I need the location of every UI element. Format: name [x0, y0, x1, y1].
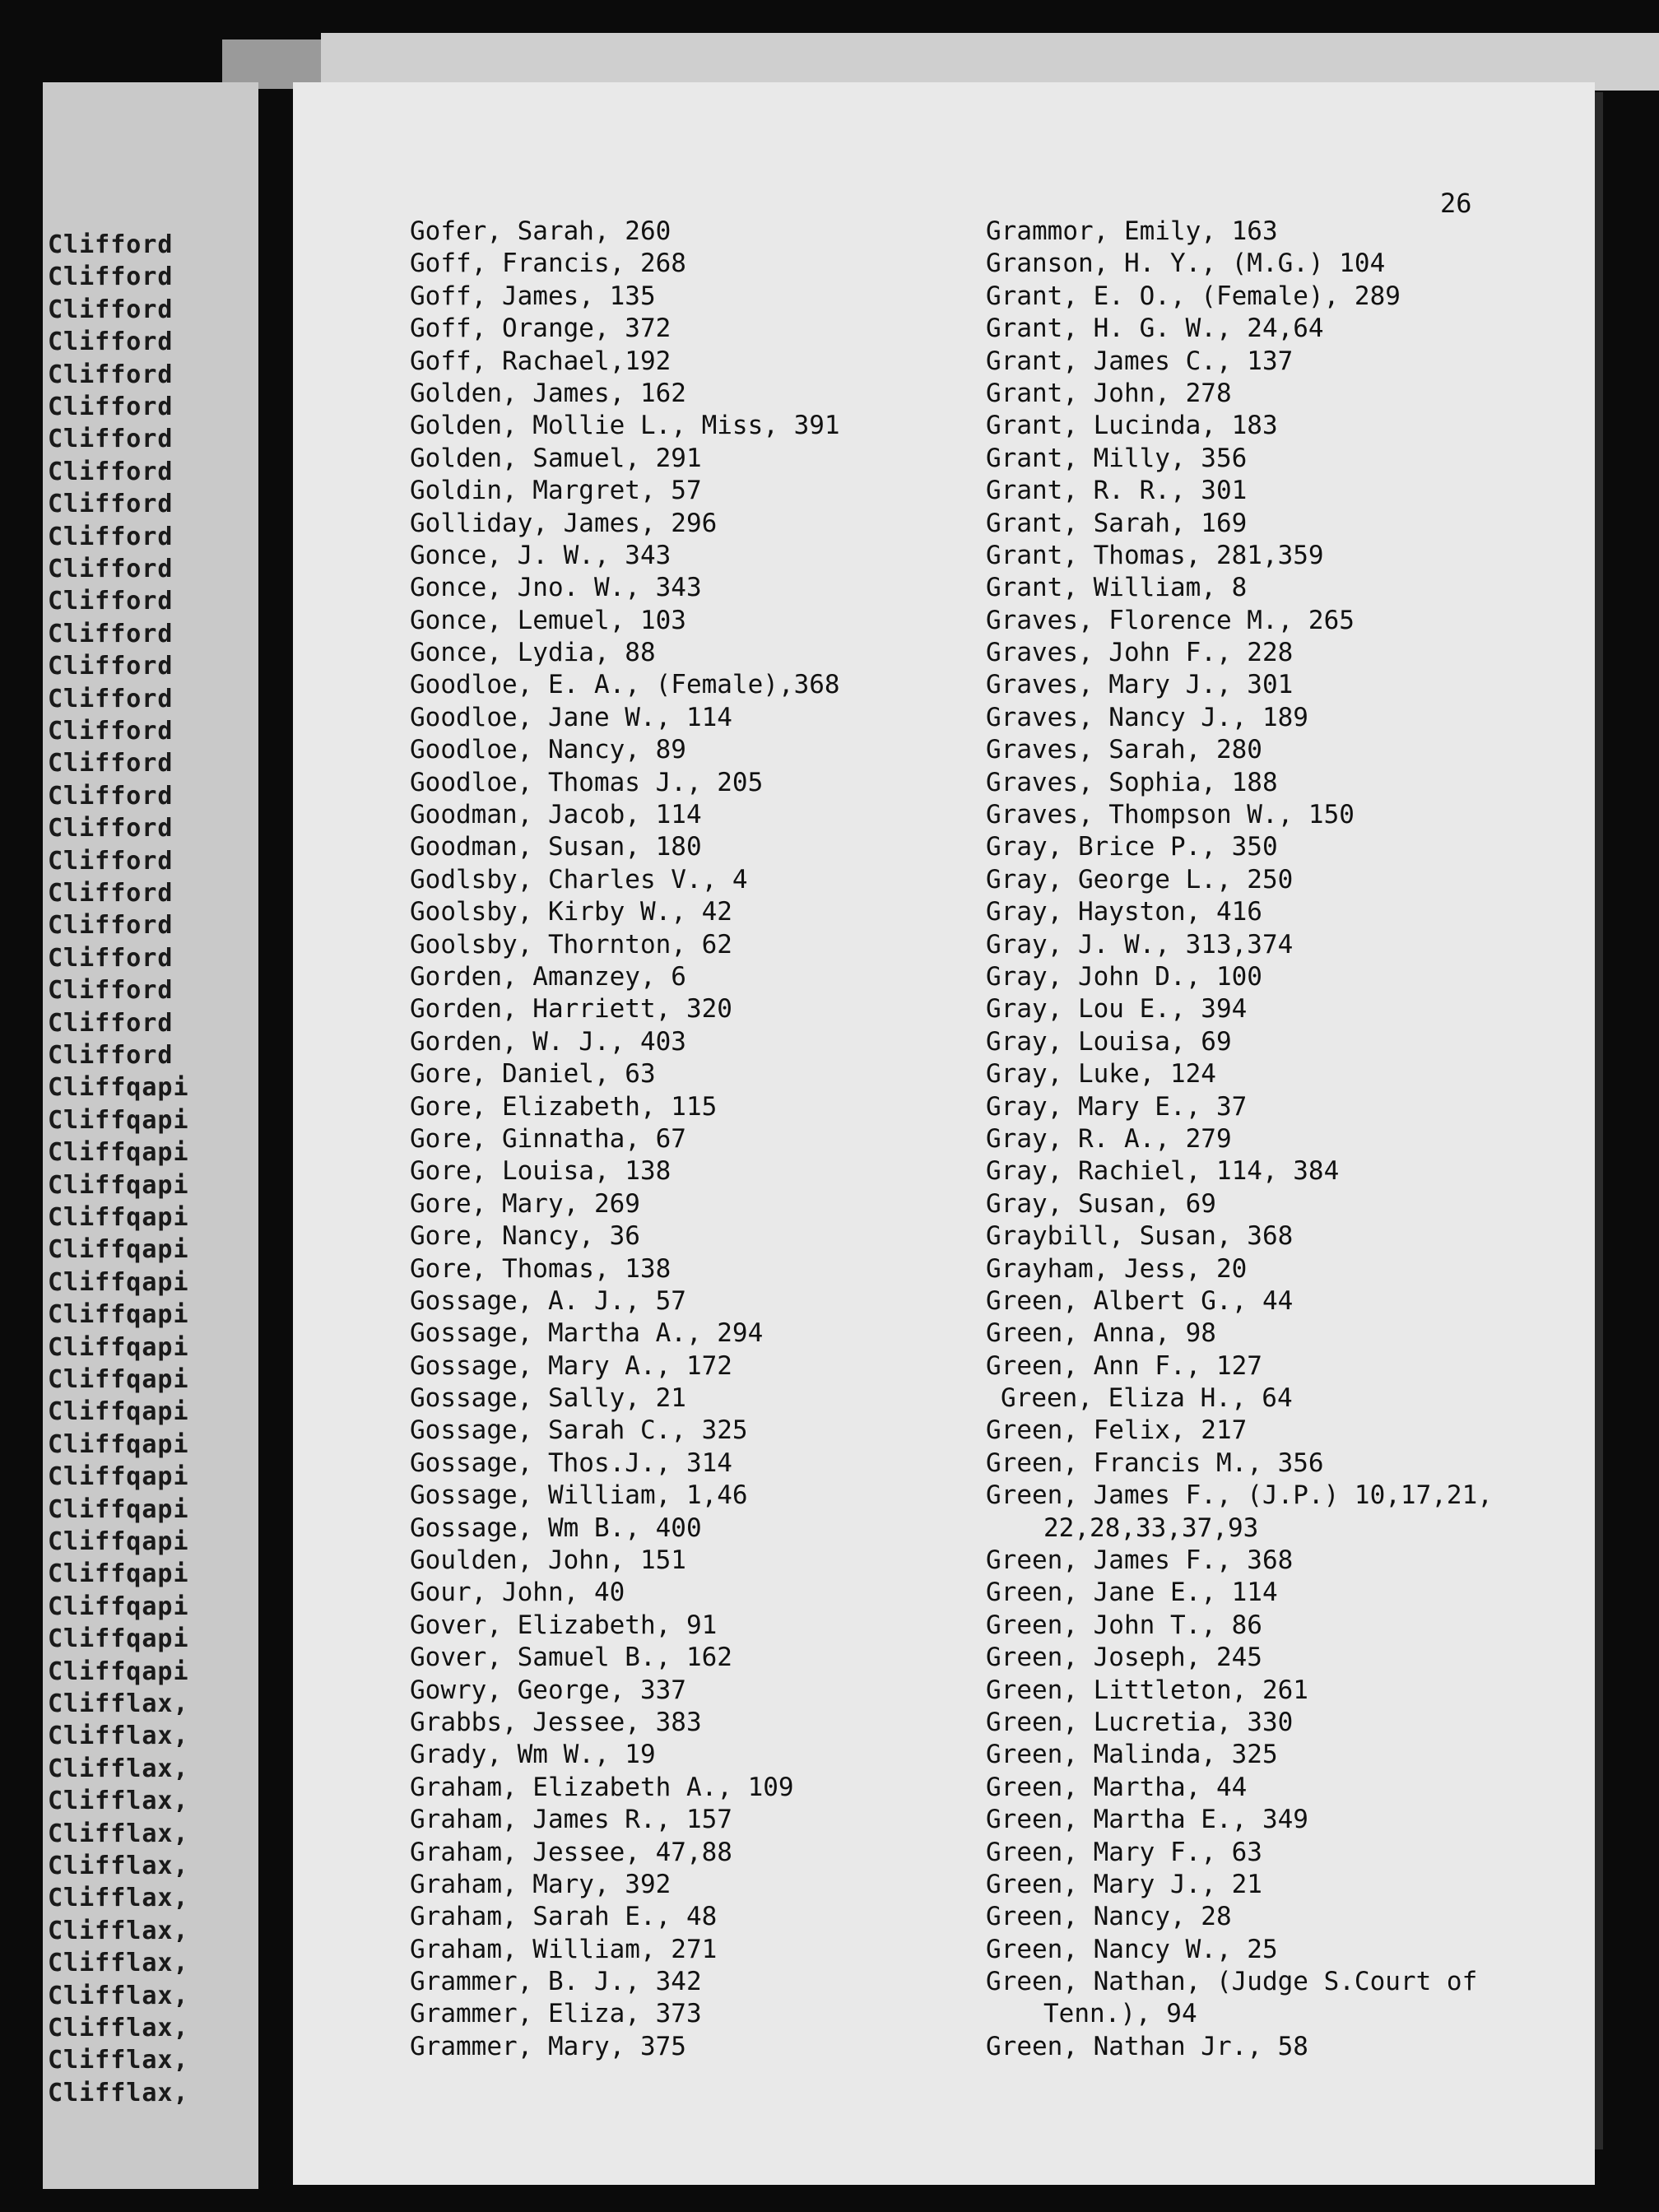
index-entry: Gossage, Sarah C., 325: [410, 1415, 748, 1446]
index-entry: Gonce, Jno. W., 343: [410, 573, 702, 603]
side-tab-mark: Cliffqapi: [48, 1138, 189, 1168]
index-entry: Gray, Susan, 69: [986, 1188, 1216, 1219]
index-entry: Graves, Florence M., 265: [986, 605, 1355, 635]
index-entry: Green, Littleton, 261: [986, 1675, 1308, 1705]
side-tab-mark: Clifflax,: [48, 1722, 189, 1751]
side-tab-mark: Clifford: [48, 230, 174, 259]
side-tab-mark: Clifford: [48, 749, 174, 778]
index-entry: Graves, Sarah, 280: [986, 735, 1262, 765]
index-entry: Gofer, Sarah, 260: [410, 216, 672, 246]
index-entry: Gray, Luke, 124: [986, 1059, 1216, 1090]
index-entry: Green, James F., 368: [986, 1545, 1294, 1576]
side-tab-mark: Clifflax,: [48, 1689, 189, 1718]
index-entry: Green, John T., 86: [986, 1610, 1262, 1640]
index-entry: Graves, Sophia, 188: [986, 767, 1278, 797]
index-entry: Gonce, Lemuel, 103: [410, 605, 686, 635]
index-entry: Goff, James, 135: [410, 281, 656, 311]
side-tab-mark: Cliffqapi: [48, 1592, 189, 1621]
side-tab-mark: Clifford: [48, 457, 174, 486]
index-entry: Gossage, A. J., 57: [410, 1285, 686, 1316]
index-entry: Goldin, Margret, 57: [410, 476, 702, 506]
side-tab-mark: Clifford: [48, 684, 174, 713]
side-tab-mark: Clifford: [48, 943, 174, 973]
side-tab-mark: Clifford: [48, 328, 174, 357]
side-tab-mark: Cliffqapi: [48, 1105, 189, 1135]
index-entry: Green, Mary F., 63: [986, 1837, 1262, 1867]
side-tab-mark: Clifford: [48, 619, 174, 648]
index-entry: Green, Eliza H., 64: [1001, 1383, 1293, 1414]
index-entry: Grant, H. G. W., 24,64: [986, 314, 1324, 344]
side-tab-mark: Clifford: [48, 781, 174, 811]
side-tab-mark: Clifford: [48, 393, 174, 421]
side-tab-mark: Cliffqapi: [48, 1429, 189, 1459]
index-entry: Graham, Mary, 392: [410, 1869, 672, 1899]
side-tab-mark: Clifflax,: [48, 2046, 189, 2075]
index-entry: Grady, Wm W., 19: [410, 1740, 656, 1770]
index-entry: Grant, E. O., (Female), 289: [986, 281, 1401, 311]
index-entry: Grayham, Jess, 20: [986, 1253, 1248, 1284]
index-entry: Graves, Thompson W., 150: [986, 800, 1355, 830]
index-entry: Gray, Rachiel, 114, 384: [986, 1156, 1340, 1187]
index-entry: Graham, Elizabeth A., 109: [410, 1772, 794, 1802]
side-tab-mark: Cliffqapi: [48, 1365, 189, 1394]
index-entry: Green, Francis M., 356: [986, 1448, 1324, 1478]
index-entry: Gonce, Lydia, 88: [410, 638, 656, 668]
index-entry: Green, Ann F., 127: [986, 1350, 1262, 1381]
side-tab-mark: Clifflax,: [48, 1884, 189, 1913]
index-entry: Grant, James C., 137: [986, 346, 1294, 376]
index-entry: Goodman, Susan, 180: [410, 832, 702, 862]
index-entry: Graves, John F., 228: [986, 638, 1294, 668]
index-entry: Gossage, Thos.J., 314: [410, 1448, 732, 1478]
index-entry: Gray, Lou E., 394: [986, 994, 1248, 1025]
index-entry: Graham, William, 271: [410, 1934, 718, 1964]
index-entry: Gover, Elizabeth, 91: [410, 1610, 718, 1640]
side-tab-mark: Cliffqapi: [48, 1235, 189, 1265]
page-edge: [1595, 92, 1603, 2149]
side-tab-mark: Cliffqapi: [48, 1462, 189, 1492]
index-entry: Grant, R. R., 301: [986, 476, 1248, 506]
index-entry: Goodloe, Jane W., 114: [410, 702, 732, 732]
index-entry: Graham, James R., 157: [410, 1805, 732, 1835]
index-entry: Gorden, Amanzey, 6: [410, 961, 686, 992]
side-tab-mark: Clifford: [48, 814, 174, 843]
side-tab-mark: Clifflax,: [48, 1852, 189, 1880]
index-entry: Goodman, Jacob, 114: [410, 800, 702, 830]
index-entry: Green, Nancy W., 25: [986, 1934, 1278, 1964]
side-tab-mark: Cliffqapi: [48, 1267, 189, 1297]
side-tab-mark: Cliffqapi: [48, 1559, 189, 1589]
side-tab-mark: Clifflax,: [48, 2078, 189, 2107]
side-tab-mark: Clifford: [48, 976, 174, 1006]
side-tab-mark: Cliffqapi: [48, 1494, 189, 1524]
side-tab-mark: Clifford: [48, 717, 174, 746]
index-entry: Gore, Elizabeth, 115: [410, 1091, 718, 1122]
index-entry: Goff, Orange, 372: [410, 314, 672, 344]
side-tab-mark: Clifford: [48, 263, 174, 292]
index-entry: Grant, William, 8: [986, 573, 1248, 603]
index-entry: Goolsby, Thornton, 62: [410, 929, 732, 960]
index-entry: Gorden, Harriett, 320: [410, 994, 732, 1025]
side-tab-mark: Cliffqapi: [48, 1624, 189, 1654]
side-tab-mark: Clifford: [48, 555, 174, 583]
index-entry-continuation: Tenn.), 94: [1043, 1999, 1197, 2029]
index-column-left: [410, 216, 840, 2063]
side-tab-mark: Clifford: [48, 652, 174, 681]
index-entry: Green, Nathan Jr., 58: [986, 2031, 1308, 2061]
index-entry: Graves, Nancy J., 189: [986, 702, 1308, 732]
index-entry: Gore, Louisa, 138: [410, 1156, 672, 1187]
index-entry: Gore, Thomas, 138: [410, 1253, 672, 1284]
side-tab-mark: Clifflax,: [48, 1754, 189, 1783]
side-tab-mark: Cliffqapi: [48, 1397, 189, 1427]
side-tab-mark: Cliffqapi: [48, 1300, 189, 1330]
index-entry: Green, James F., (J.P.) 10,17,21,: [986, 1480, 1493, 1511]
side-tab-mark: Clifflax,: [48, 1981, 189, 2010]
index-entry: Godlsby, Charles V., 4: [410, 864, 748, 895]
side-tab-mark: Cliffqapi: [48, 1332, 189, 1362]
index-entry: Grant, Lucinda, 183: [986, 411, 1278, 441]
index-entry: Gossage, Mary A., 172: [410, 1350, 732, 1381]
side-tab-mark: Clifford: [48, 879, 174, 908]
index-entry: Green, Nathan, (Judge S.Court of: [986, 1967, 1478, 1997]
side-tab-mark: Clifford: [48, 1041, 174, 1070]
side-tab-strip: [43, 82, 258, 2189]
index-entry: Goodloe, Thomas J., 205: [410, 767, 764, 797]
index-entry: Gore, Daniel, 63: [410, 1059, 656, 1090]
index-entry: Gore, Ginnatha, 67: [410, 1123, 686, 1154]
index-entry: Grammer, Mary, 375: [410, 2031, 686, 2061]
index-entry: Goff, Rachael,192: [410, 346, 672, 376]
film-edge: [222, 40, 321, 89]
index-entry: Goff, Francis, 268: [410, 249, 686, 279]
index-entry: Goodloe, Nancy, 89: [410, 735, 686, 765]
index-entry: Gray, R. A., 279: [986, 1123, 1232, 1154]
side-tab-mark: Cliffqapi: [48, 1657, 189, 1686]
index-entry: Gray, Louisa, 69: [986, 1026, 1232, 1057]
index-entry: Golliday, James, 296: [410, 508, 718, 538]
index-entry: Green, Nancy, 28: [986, 1902, 1232, 1932]
side-tab-mark: Clifford: [48, 490, 174, 519]
side-tab-mark: Clifford: [48, 295, 174, 324]
index-entry: Green, Mary J., 21: [986, 1869, 1262, 1899]
index-entry: Gover, Samuel B., 162: [410, 1643, 732, 1673]
index-entry: Golden, Mollie L., Miss, 391: [410, 411, 840, 441]
index-entry: Golden, Samuel, 291: [410, 443, 702, 473]
index-entry: Gray, John D., 100: [986, 961, 1262, 992]
index-entry: Graham, Sarah E., 48: [410, 1902, 718, 1932]
side-tab-mark: Cliffqapi: [48, 1203, 189, 1232]
index-entry: Graham, Jessee, 47,88: [410, 1837, 732, 1867]
side-tab-mark: Cliffqapi: [48, 1527, 189, 1556]
index-column-right: [986, 216, 1493, 2063]
side-tab-mark: Clifflax,: [48, 1787, 189, 1816]
side-tab-mark: Clifford: [48, 425, 174, 454]
index-entry: Gore, Mary, 269: [410, 1188, 640, 1219]
index-entry: Green, Albert G., 44: [986, 1285, 1294, 1316]
index-entry: Gossage, Sally, 21: [410, 1383, 686, 1414]
side-tab-mark: Clifflax,: [48, 1916, 189, 1945]
index-entry: Gowry, George, 337: [410, 1675, 686, 1705]
index-entry: Gorden, W. J., 403: [410, 1026, 686, 1057]
index-entry: Grant, Thomas, 281,359: [986, 540, 1324, 570]
index-entry: Gray, George L., 250: [986, 864, 1294, 895]
side-tab-mark: Clifford: [48, 1008, 174, 1038]
side-tab-mark: Clifflax,: [48, 2014, 189, 2042]
side-tab-mark: Clifflax,: [48, 1819, 189, 1848]
index-entry: Green, Malinda, 325: [986, 1740, 1278, 1770]
side-tab-mark: Clifford: [48, 587, 174, 616]
index-entry: Goulden, John, 151: [410, 1545, 686, 1576]
index-entry: Grant, Sarah, 169: [986, 508, 1248, 538]
index-entry: Gray, Brice P., 350: [986, 832, 1278, 862]
side-tab-mark: Clifford: [48, 911, 174, 941]
index-entry: Goodloe, E. A., (Female),368: [410, 670, 840, 700]
index-entry: Goolsby, Kirby W., 42: [410, 897, 732, 927]
side-tab-mark: Clifflax,: [48, 1949, 189, 1978]
side-tab-mark: Clifford: [48, 522, 174, 551]
page-number: 26: [1440, 188, 1472, 219]
index-entry: Gray, Mary E., 37: [986, 1091, 1248, 1122]
index-entry: Grant, John, 278: [986, 378, 1232, 408]
index-entry: Gossage, Martha A., 294: [410, 1318, 764, 1349]
index-entry: Green, Lucretia, 330: [986, 1707, 1294, 1737]
side-tab-mark: Cliffqapi: [48, 1170, 189, 1200]
index-entry-continuation: 22,28,33,37,93: [1043, 1513, 1259, 1543]
index-entry: Grabbs, Jessee, 383: [410, 1707, 702, 1737]
index-entry: Gray, J. W., 313,374: [986, 929, 1294, 960]
index-entry: Gore, Nancy, 36: [410, 1221, 640, 1252]
index-entry: Green, Anna, 98: [986, 1318, 1216, 1349]
index-entry: Gray, Hayston, 416: [986, 897, 1262, 927]
side-tab-mark: Clifford: [48, 360, 174, 389]
index-entry: Green, Jane E., 114: [986, 1578, 1278, 1608]
index-entry: Graybill, Susan, 368: [986, 1221, 1294, 1252]
index-entry: Green, Joseph, 245: [986, 1643, 1262, 1673]
side-tab-mark: Cliffqapi: [48, 1073, 189, 1103]
index-entry: Golden, James, 162: [410, 378, 686, 408]
index-entry: Green, Martha E., 349: [986, 1805, 1308, 1835]
index-entry: Grammer, B. J., 342: [410, 1967, 702, 1997]
index-entry: Grammer, Eliza, 373: [410, 1999, 702, 2029]
side-tab-mark: Clifford: [48, 846, 174, 876]
index-entry: Graves, Mary J., 301: [986, 670, 1294, 700]
index-entry: Gonce, J. W., 343: [410, 540, 672, 570]
index-entry: Grammor, Emily, 163: [986, 216, 1278, 246]
index-entry: Green, Martha, 44: [986, 1772, 1248, 1802]
index-entry: Gossage, Wm B., 400: [410, 1513, 702, 1543]
index-entry: Grant, Milly, 356: [986, 443, 1248, 473]
index-entry: Green, Felix, 217: [986, 1415, 1248, 1446]
index-entry: Gour, John, 40: [410, 1578, 625, 1608]
index-entry: Gossage, William, 1,46: [410, 1480, 748, 1511]
index-entry: Granson, H. Y., (M.G.) 104: [986, 249, 1386, 279]
